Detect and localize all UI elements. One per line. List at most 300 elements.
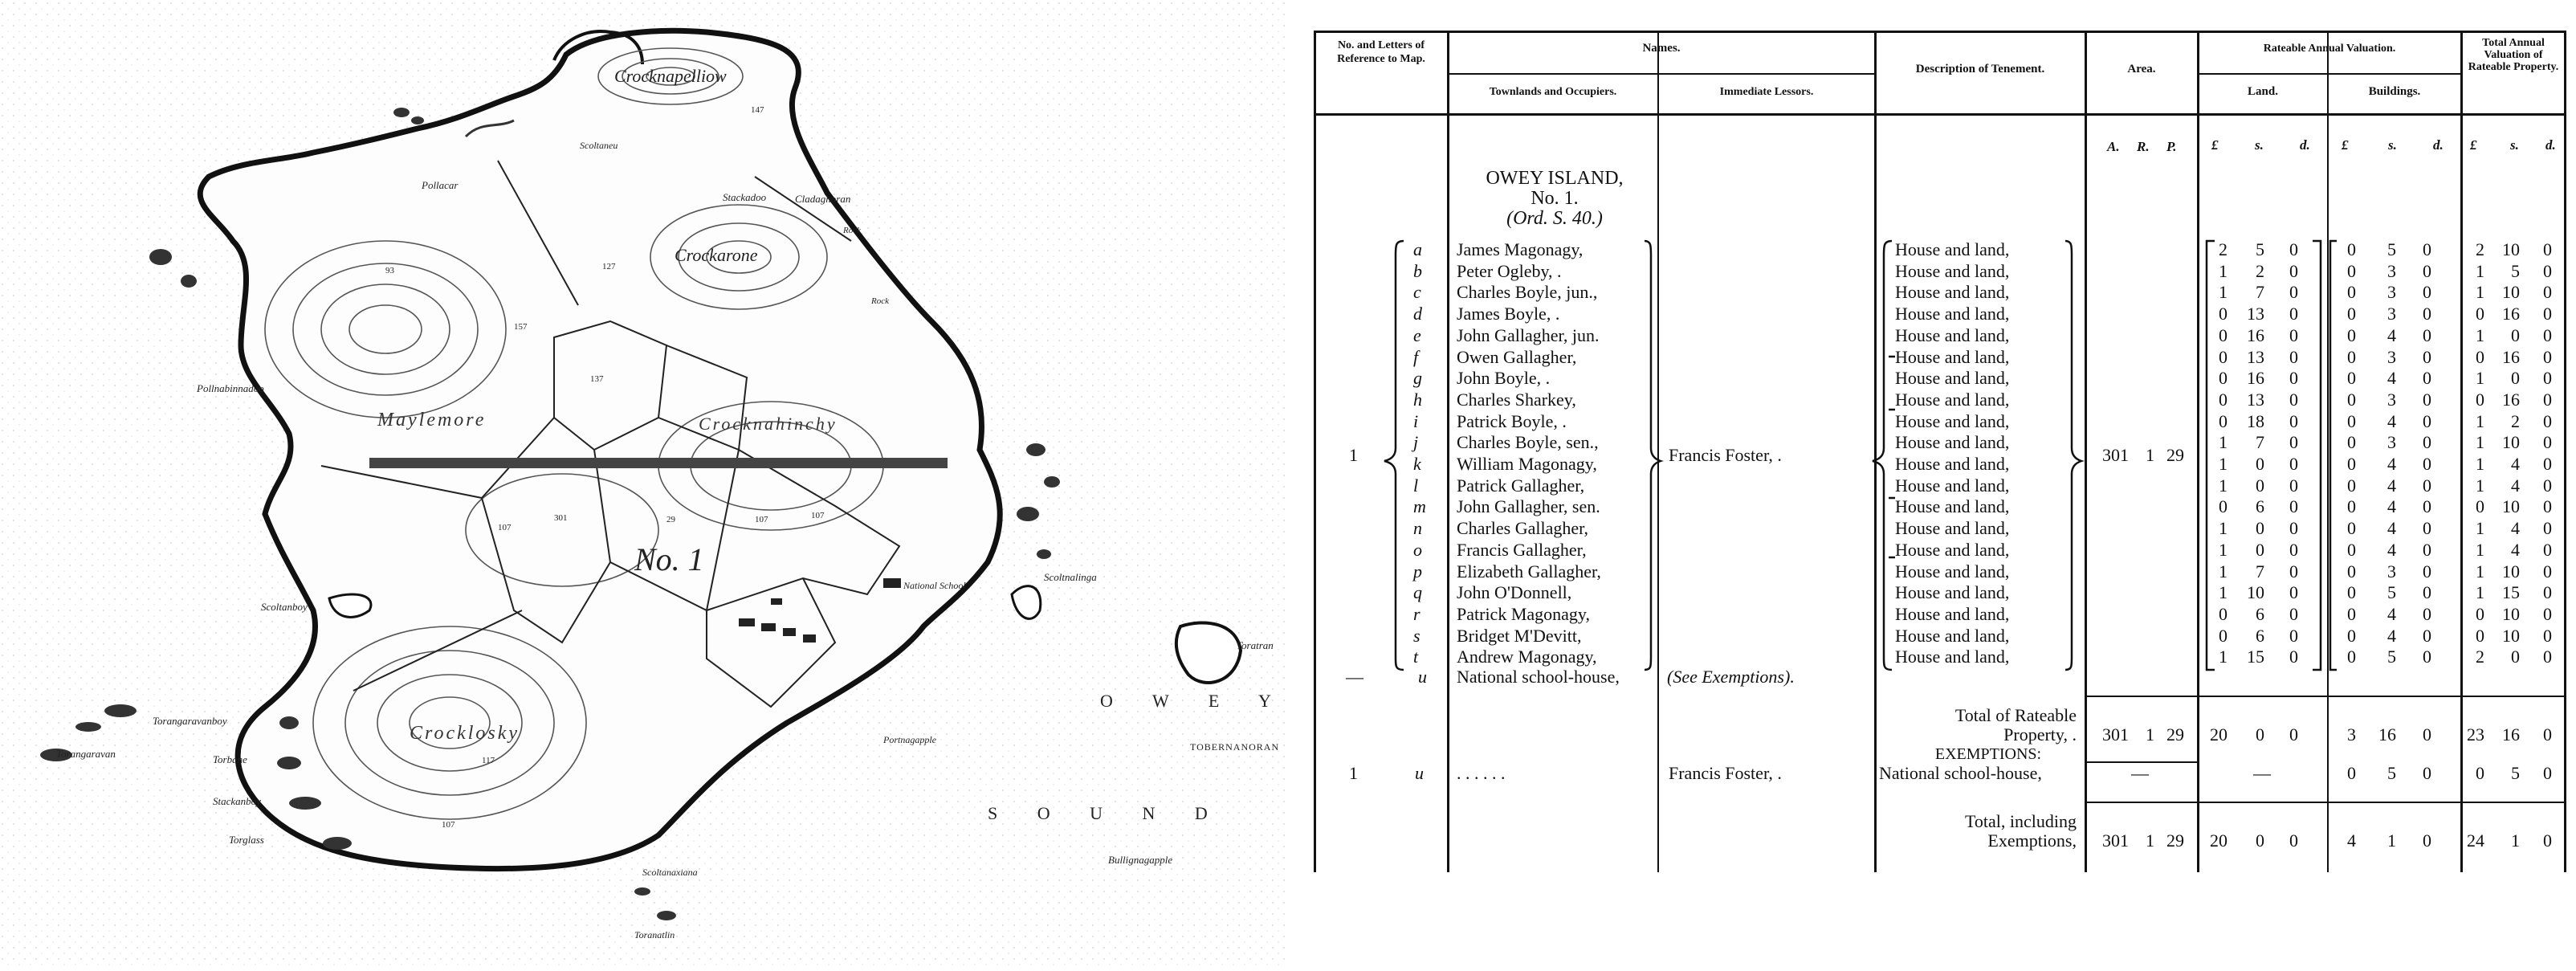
svg-text:301: 301 bbox=[554, 513, 568, 523]
row-letter: d bbox=[1413, 304, 1422, 324]
row-description: House and land, bbox=[1895, 496, 2010, 516]
row-total-value: 0 bbox=[2543, 368, 2552, 388]
row-buildings-value: 0 bbox=[2347, 282, 2356, 302]
map-label-scoltanboy: Scoltanboy bbox=[261, 601, 308, 613]
row-land-value: 1 bbox=[2219, 518, 2228, 538]
row-description: House and land, bbox=[1895, 518, 2010, 538]
row-total-value: 0 bbox=[2543, 411, 2552, 431]
header-names: Names. bbox=[1642, 42, 1681, 55]
row-description: House and land, bbox=[1895, 304, 2010, 324]
row-total-value: 0 bbox=[2476, 304, 2484, 324]
totals-label-2: Property, . bbox=[2003, 724, 2077, 745]
row-buildings-value: 4 bbox=[2387, 540, 2396, 560]
map-label-pollnabinnadoo: Pollnabinnadoo bbox=[197, 382, 264, 394]
row-buildings-value: 0 bbox=[2423, 282, 2431, 302]
section-title-ord: (Ord. S. 40.) bbox=[1506, 208, 1603, 229]
row-letter: s bbox=[1413, 626, 1420, 646]
row-total-value: 4 bbox=[2511, 454, 2520, 474]
map-label-torangaravan: Torangaravan bbox=[56, 748, 116, 760]
map-label-tobernanoran: TOBERNANORAN bbox=[1190, 741, 1280, 753]
map-label-toranatlin: Toranatlin bbox=[634, 929, 675, 940]
row-land-value: 1 bbox=[2219, 432, 2228, 452]
exemptions-tot-value: 0 bbox=[2476, 763, 2484, 783]
totals-area-a: 301 bbox=[2102, 724, 2129, 745]
header-lessors: Immediate Lessors. bbox=[1719, 86, 1814, 98]
row-occupier-name: Elizabeth Gallagher, bbox=[1457, 561, 1601, 581]
row-land-value: 0 bbox=[2256, 454, 2264, 474]
row-letter: r bbox=[1413, 604, 1420, 624]
row-total-value: 1 bbox=[2476, 261, 2484, 281]
row-buildings-value: 0 bbox=[2423, 261, 2431, 281]
row-description: House and land, bbox=[1895, 261, 2010, 281]
row-letter: m bbox=[1413, 496, 1426, 516]
row-buildings-value: 3 bbox=[2387, 261, 2396, 281]
row-land-value: 0 bbox=[2289, 518, 2298, 538]
map-label-scoltnalinga: Scoltnalinga bbox=[1044, 571, 1097, 583]
section-title-no: No. 1. bbox=[1531, 188, 1579, 209]
row-buildings-value: 0 bbox=[2347, 261, 2356, 281]
svg-text:107: 107 bbox=[755, 515, 768, 524]
row-occupier-name: Charles Gallagher, bbox=[1457, 518, 1589, 538]
row-buildings-value: 0 bbox=[2347, 368, 2356, 388]
row-land-value: 13 bbox=[2247, 390, 2264, 410]
row-occupier-name: James Magonagy, bbox=[1457, 239, 1584, 259]
row-buildings-value: 0 bbox=[2347, 604, 2356, 624]
row-buildings-value: 4 bbox=[2387, 411, 2396, 431]
division-line bbox=[369, 458, 948, 468]
row-land-value: 0 bbox=[2289, 604, 2298, 624]
row-occupier-name: John Gallagher, jun. bbox=[1457, 325, 1600, 345]
grand-total-land-value: 0 bbox=[2256, 830, 2264, 851]
row-buildings-value: 5 bbox=[2387, 582, 2396, 602]
totals-tot-value: 0 bbox=[2543, 724, 2552, 745]
row-land-value: 0 bbox=[2289, 561, 2298, 581]
header-rateable: Rateable Annual Valuation. bbox=[2263, 43, 2396, 55]
grand-total-bld-value: 0 bbox=[2423, 830, 2431, 851]
row-total-value: 0 bbox=[2543, 261, 2552, 281]
totals-land-value: 0 bbox=[2256, 724, 2264, 745]
row-land-value: 0 bbox=[2219, 626, 2228, 646]
row-buildings-value: 0 bbox=[2347, 626, 2356, 646]
row-buildings-value: 0 bbox=[2423, 304, 2431, 324]
row-letter: o bbox=[1413, 540, 1422, 560]
row-buildings-value: 5 bbox=[2387, 239, 2396, 259]
row-land-value: 0 bbox=[2219, 347, 2228, 367]
row-occupier-name: William Magonagy, bbox=[1457, 454, 1597, 474]
exemptions-tot-value: 0 bbox=[2543, 763, 2552, 783]
row-letter: e bbox=[1413, 325, 1421, 345]
header-area: Area. bbox=[2127, 63, 2156, 75]
grand-total-tot-value: 1 bbox=[2511, 830, 2520, 851]
svg-text:157: 157 bbox=[514, 322, 528, 332]
map-label-portnagapple: Portnagapple bbox=[883, 734, 936, 745]
row-total-value: 0 bbox=[2543, 582, 2552, 602]
grand-total-label-2: Exemptions, bbox=[1987, 830, 2077, 851]
map-label-crocklosky: Crocklosky bbox=[410, 723, 520, 744]
row-total-value: 0 bbox=[2543, 304, 2552, 324]
row-land-value: 0 bbox=[2219, 390, 2228, 410]
row-land-value: 0 bbox=[2256, 518, 2264, 538]
row-buildings-value: 0 bbox=[2347, 475, 2356, 496]
row-buildings-value: 3 bbox=[2387, 390, 2396, 410]
row-buildings-value: 0 bbox=[2423, 239, 2431, 259]
row-buildings-value: 0 bbox=[2423, 496, 2431, 516]
exemptions-desc: National school-house, bbox=[1879, 763, 2042, 783]
row-total-value: 1 bbox=[2476, 411, 2484, 431]
row-land-value: 0 bbox=[2289, 325, 2298, 345]
row-buildings-value: 0 bbox=[2347, 561, 2356, 581]
map-drawing bbox=[0, 0, 1285, 967]
row-land-value: 0 bbox=[2289, 347, 2298, 367]
row-buildings-value: 0 bbox=[2347, 582, 2356, 602]
row-total-value: 0 bbox=[2476, 496, 2484, 516]
row-buildings-value: 0 bbox=[2423, 432, 2431, 452]
map-label-torglass: Torglass bbox=[229, 834, 264, 846]
row-buildings-value: 0 bbox=[2347, 325, 2356, 345]
exemptions-bld-value: 0 bbox=[2347, 763, 2356, 783]
exemptions-land: — bbox=[2253, 763, 2271, 783]
row-land-value: 5 bbox=[2256, 239, 2264, 259]
row-occupier-name: Patrick Magonagy, bbox=[1457, 604, 1590, 624]
row-buildings-value: 0 bbox=[2347, 454, 2356, 474]
totals-area-r: 1 bbox=[2146, 724, 2154, 745]
row-description: House and land, bbox=[1895, 368, 2010, 388]
row-buildings-value: 0 bbox=[2423, 390, 2431, 410]
map-label-stackadoo: Stackadoo bbox=[723, 191, 767, 203]
row-occupier-name: Charles Boyle, sen., bbox=[1457, 432, 1599, 452]
row-buildings-value: 4 bbox=[2387, 475, 2396, 496]
row-land-value: 0 bbox=[2219, 411, 2228, 431]
row-land-value: 0 bbox=[2256, 540, 2264, 560]
row-total-value: 10 bbox=[2502, 282, 2520, 302]
row-buildings-value: 0 bbox=[2347, 304, 2356, 324]
row-buildings-value: 0 bbox=[2423, 647, 2431, 667]
school-row-letter: u bbox=[1418, 667, 1427, 687]
row-total-value: 0 bbox=[2543, 561, 2552, 581]
row-buildings-value: 4 bbox=[2387, 325, 2396, 345]
row-total-value: 0 bbox=[2543, 239, 2552, 259]
row-buildings-value: 5 bbox=[2387, 647, 2396, 667]
row-buildings-value: 0 bbox=[2347, 518, 2356, 538]
row-total-value: 10 bbox=[2502, 604, 2520, 624]
row-buildings-value: 4 bbox=[2387, 454, 2396, 474]
row-land-value: 0 bbox=[2289, 282, 2298, 302]
grand-total-tot-value: 0 bbox=[2543, 830, 2552, 851]
svg-text:117: 117 bbox=[482, 756, 495, 765]
row-total-value: 1 bbox=[2476, 432, 2484, 452]
row-land-value: 1 bbox=[2219, 540, 2228, 560]
row-buildings-value: 4 bbox=[2387, 496, 2396, 516]
map-label-torbane: Torbane bbox=[213, 753, 247, 765]
row-total-value: 0 bbox=[2543, 432, 2552, 452]
row-land-value: 0 bbox=[2289, 368, 2298, 388]
row-buildings-value: 0 bbox=[2347, 496, 2356, 516]
section-title-owey-island: OWEY ISLAND, bbox=[1486, 168, 1624, 189]
map-label-torangaravanboy: Torangaravanboy bbox=[153, 715, 227, 727]
row-occupier-name: Owen Gallagher, bbox=[1457, 347, 1577, 367]
exemptions-ref: 1 bbox=[1349, 763, 1358, 783]
row-total-value: 10 bbox=[2502, 239, 2520, 259]
row-description: House and land, bbox=[1895, 390, 2010, 410]
totals-bld-value: 0 bbox=[2423, 724, 2431, 745]
row-total-value: 10 bbox=[2502, 496, 2520, 516]
row-total-value: 0 bbox=[2476, 347, 2484, 367]
row-buildings-value: 3 bbox=[2387, 347, 2396, 367]
exemptions-letter: u bbox=[1415, 763, 1424, 783]
row-land-value: 0 bbox=[2289, 454, 2298, 474]
school-row-dash: — bbox=[1346, 667, 1363, 687]
row-total-value: 1 bbox=[2476, 561, 2484, 581]
row-land-value: 0 bbox=[2219, 496, 2228, 516]
row-total-value: 0 bbox=[2511, 325, 2520, 345]
totals-tot-value: 16 bbox=[2502, 724, 2520, 745]
exemptions-bld-value: 5 bbox=[2387, 763, 2396, 783]
row-land-value: 1 bbox=[2219, 647, 2228, 667]
row-land-value: 0 bbox=[2219, 604, 2228, 624]
exemptions-bld-value: 0 bbox=[2423, 763, 2431, 783]
row-occupier-name: Francis Gallagher, bbox=[1457, 540, 1587, 560]
school-row-lessor: (See Exemptions). bbox=[1667, 667, 1795, 687]
svg-text:127: 127 bbox=[602, 262, 616, 271]
grand-total-label-1: Total, including bbox=[1965, 811, 2077, 831]
row-occupier-name: John Gallagher, sen. bbox=[1457, 496, 1600, 516]
row-land-value: 1 bbox=[2219, 561, 2228, 581]
row-land-value: 18 bbox=[2247, 411, 2264, 431]
row-buildings-value: 0 bbox=[2423, 411, 2431, 431]
row-total-value: 0 bbox=[2543, 454, 2552, 474]
row-land-value: 0 bbox=[2289, 304, 2298, 324]
row-total-value: 10 bbox=[2502, 432, 2520, 452]
row-buildings-value: 0 bbox=[2347, 540, 2356, 560]
row-total-value: 0 bbox=[2543, 496, 2552, 516]
row-buildings-value: 0 bbox=[2423, 626, 2431, 646]
row-total-value: 2 bbox=[2476, 647, 2484, 667]
row-land-value: 7 bbox=[2256, 282, 2264, 302]
row-buildings-value: 0 bbox=[2423, 518, 2431, 538]
row-buildings-value: 0 bbox=[2347, 390, 2356, 410]
row-total-value: 1 bbox=[2476, 454, 2484, 474]
row-land-value: 0 bbox=[2219, 368, 2228, 388]
exemptions-lessor: Francis Foster, . bbox=[1669, 763, 1782, 783]
row-description: House and land, bbox=[1895, 347, 2010, 367]
row-occupier-name: Andrew Magonagy, bbox=[1457, 647, 1597, 667]
row-buildings-value: 0 bbox=[2423, 325, 2431, 345]
row-total-value: 1 bbox=[2476, 518, 2484, 538]
svg-text:147: 147 bbox=[751, 105, 764, 115]
totals-label-1: Total of Rateable bbox=[1954, 705, 2077, 725]
ref-number: 1 bbox=[1349, 445, 1358, 465]
row-total-value: 0 bbox=[2543, 347, 2552, 367]
row-land-value: 1 bbox=[2219, 261, 2228, 281]
row-land-value: 15 bbox=[2247, 647, 2264, 667]
school-row-name: National school-house, bbox=[1457, 667, 1620, 687]
row-land-value: 1 bbox=[2219, 454, 2228, 474]
row-description: House and land, bbox=[1895, 604, 2010, 624]
row-total-value: 16 bbox=[2502, 304, 2520, 324]
map-label-rock-1: Rock bbox=[843, 226, 861, 235]
svg-text:107: 107 bbox=[498, 523, 512, 532]
row-land-value: 1 bbox=[2219, 582, 2228, 602]
row-total-value: 0 bbox=[2543, 604, 2552, 624]
row-land-value: 0 bbox=[2289, 626, 2298, 646]
grand-total-bld-value: 4 bbox=[2347, 830, 2356, 851]
exemptions-area: — bbox=[2131, 763, 2149, 783]
row-buildings-value: 0 bbox=[2423, 454, 2431, 474]
grand-total-area-r: 1 bbox=[2146, 830, 2154, 851]
row-buildings-value: 0 bbox=[2423, 368, 2431, 388]
row-total-value: 0 bbox=[2476, 390, 2484, 410]
row-total-value: 16 bbox=[2502, 347, 2520, 367]
row-buildings-value: 0 bbox=[2423, 540, 2431, 560]
grand-total-land-value: 0 bbox=[2289, 830, 2298, 851]
svg-text:137: 137 bbox=[590, 374, 604, 384]
area-roods: 1 bbox=[2146, 445, 2154, 465]
grand-total-tot-value: 24 bbox=[2467, 830, 2484, 851]
row-land-value: 16 bbox=[2247, 325, 2264, 345]
row-total-value: 4 bbox=[2511, 475, 2520, 496]
row-land-value: 0 bbox=[2219, 304, 2228, 324]
row-letter: n bbox=[1413, 518, 1422, 538]
row-total-value: 10 bbox=[2502, 561, 2520, 581]
row-land-value: 7 bbox=[2256, 432, 2264, 452]
lessor-francis-foster: Francis Foster, . bbox=[1669, 445, 1782, 465]
row-total-value: 0 bbox=[2543, 390, 2552, 410]
row-letter: j bbox=[1413, 432, 1419, 452]
map-label-national-school: National School bbox=[903, 580, 966, 591]
row-land-value: 13 bbox=[2247, 347, 2264, 367]
row-buildings-value: 0 bbox=[2347, 432, 2356, 452]
row-total-value: 0 bbox=[2476, 626, 2484, 646]
map-label-maylemore: Maylemore bbox=[377, 410, 487, 430]
row-description: House and land, bbox=[1895, 239, 2010, 259]
svg-text:107: 107 bbox=[811, 511, 825, 520]
row-description: House and land, bbox=[1895, 411, 2010, 431]
row-total-value: 1 bbox=[2476, 368, 2484, 388]
row-description: House and land, bbox=[1895, 325, 2010, 345]
row-occupier-name: Charles Boyle, jun., bbox=[1457, 282, 1598, 302]
row-land-value: 0 bbox=[2219, 325, 2228, 345]
row-land-value: 13 bbox=[2247, 304, 2264, 324]
row-buildings-value: 0 bbox=[2423, 582, 2431, 602]
row-total-value: 1 bbox=[2476, 540, 2484, 560]
row-land-value: 0 bbox=[2256, 475, 2264, 496]
row-letter: l bbox=[1413, 475, 1419, 496]
row-letter: b bbox=[1413, 261, 1422, 281]
grand-total-land-value: 20 bbox=[2210, 830, 2228, 851]
totals-area-p: 29 bbox=[2166, 724, 2184, 745]
row-total-value: 0 bbox=[2543, 647, 2552, 667]
row-buildings-value: 0 bbox=[2423, 561, 2431, 581]
grand-total-bld-value: 1 bbox=[2387, 830, 2396, 851]
row-letter: k bbox=[1413, 454, 1421, 474]
header-buildings: Buildings. bbox=[2368, 85, 2421, 98]
valuation-table: No. and Letters of Reference to Map. Names. Townlands and Occupiers. Immediate Lessors. Description of Tenement. Area. Rateable Annual Valuation. Land. Buildings. Total Annual Valuation of Rateable Property. A. R. P. £ s. d. £ s. d. £ s. d. OWEY ISLAND, No. 1. (Ord. S. 40.) a James Magonagy, House and land, 2 5 0 0 5 0 2 10 0 b Peter Ogleby, . House and land, 1 2 0 0 3 0 1 5 0 c Charles Boyle, jun., House and land, 1 7 0 0 3 0 1 10 0 d James Boyle, . House and land, 0 13 0 0 3 0 0 16 0 e John Gallagher, jun. House and land, 0 16 0 0 4 0 1 0 0 f Owen Gallagher, House and land, 0 13 0 0 3 0 0 16 0 g John Boyle, . House and land, 0 16 0 0 4 0 1 0 0 h Charles Sharkey, House and land, 0 13 0 0 3 0 0 16 0 i Patrick Boyle, . House and land, 0 18 0 0 4 0 1 2 0 j Charles Boyle, sen., House and land, 1 7 0 0 3 0 1 10 0 k William Magonagy, House and land, 1 0 0 0 4 0 1 4 0 l Patrick Gallagher, House and land, 1 0 0 0 4 0 1 4 0 m John Gallagher, sen. House and land, 0 6 0 0 4 0 0 10 0 n Charles Gallagher, House and land, 1 0 0 0 4 0 1 4 0 o Francis Gallagher, House and land, 1 0 0 0 4 0 1 4 0 p Elizabeth Gallagher, House and land, 1 7 0 0 3 0 1 10 0 q John O'Donnell, House and land, 1 10 0 0 5 0 1 15 0 r Patrick Magonagy, House and land, 0 6 0 0 4 0 0 10 0 s Bridget M'Devitt, House and land, 0 6 0 0 4 0 0 10 0 t Andrew Magonagy, House and land, 1 15 0 0 5 0 2 0 0 1 Francis Foster, . 301 1 29 — u National school-house, (See Exemptions). Total of Rateable Property, . 301 1 29 20 0 0 3 16 0 23 16 0 EXEMPTIONS: 1 u . . . . . . Francis Foster, . National school-house, — — 0 5 0 0 5 0 Total, including Exemptions, 301 1 29 20 0 0 4 1 0 24 1 0 bbox=[1314, 31, 2566, 872]
row-occupier-name: Charles Sharkey, bbox=[1457, 390, 1576, 410]
row-total-value: 0 bbox=[2511, 647, 2520, 667]
row-total-value: 1 bbox=[2476, 325, 2484, 345]
row-letter: q bbox=[1413, 582, 1422, 602]
row-buildings-value: 0 bbox=[2423, 604, 2431, 624]
row-land-value: 16 bbox=[2247, 368, 2264, 388]
row-total-value: 0 bbox=[2543, 282, 2552, 302]
row-letter: c bbox=[1413, 282, 1421, 302]
row-land-value: 0 bbox=[2289, 475, 2298, 496]
row-description: House and land, bbox=[1895, 647, 2010, 667]
row-letter: f bbox=[1413, 347, 1419, 367]
map-label-owey: O W E Y bbox=[1100, 691, 1285, 711]
row-total-value: 2 bbox=[2511, 411, 2520, 431]
row-total-value: 10 bbox=[2502, 626, 2520, 646]
row-buildings-value: 0 bbox=[2347, 239, 2356, 259]
row-buildings-value: 0 bbox=[2423, 475, 2431, 496]
map-plot-number: No. 1 bbox=[634, 541, 704, 577]
row-land-value: 2 bbox=[2256, 261, 2264, 281]
row-buildings-value: 0 bbox=[2347, 647, 2356, 667]
row-occupier-name: James Boyle, . bbox=[1457, 304, 1560, 324]
row-land-value: 0 bbox=[2289, 411, 2298, 431]
exemptions-tot-value: 5 bbox=[2511, 763, 2520, 783]
row-total-value: 2 bbox=[2476, 239, 2484, 259]
row-letter: h bbox=[1413, 390, 1422, 410]
totals-tot-value: 23 bbox=[2467, 724, 2484, 745]
row-description: House and land, bbox=[1895, 454, 2010, 474]
row-buildings-value: 0 bbox=[2423, 347, 2431, 367]
row-total-value: 0 bbox=[2543, 475, 2552, 496]
row-description: House and land, bbox=[1895, 475, 2010, 496]
svg-text:29: 29 bbox=[666, 515, 675, 524]
area-perches: 29 bbox=[2166, 445, 2184, 465]
row-buildings-value: 3 bbox=[2387, 282, 2396, 302]
header-ref: No. and Letters of Reference to Map. bbox=[1337, 39, 1425, 65]
row-buildings-value: 0 bbox=[2347, 347, 2356, 367]
row-occupier-name: John Boyle, . bbox=[1457, 368, 1551, 388]
row-land-value: 7 bbox=[2256, 561, 2264, 581]
row-buildings-value: 3 bbox=[2387, 432, 2396, 452]
row-description: House and land, bbox=[1895, 282, 2010, 302]
row-land-value: 0 bbox=[2289, 432, 2298, 452]
row-buildings-value: 0 bbox=[2347, 411, 2356, 431]
row-occupier-name: John O'Donnell, bbox=[1457, 582, 1572, 602]
map-label-toratran: Toratran bbox=[1237, 639, 1274, 651]
row-buildings-value: 4 bbox=[2387, 368, 2396, 388]
row-total-value: 4 bbox=[2511, 540, 2520, 560]
row-description: House and land, bbox=[1895, 561, 2010, 581]
row-total-value: 0 bbox=[2543, 325, 2552, 345]
row-buildings-value: 4 bbox=[2387, 604, 2396, 624]
grand-total-area-a: 301 bbox=[2102, 830, 2129, 851]
row-letter: a bbox=[1413, 239, 1422, 259]
row-description: House and land, bbox=[1895, 626, 2010, 646]
row-buildings-value: 3 bbox=[2387, 561, 2396, 581]
row-occupier-name: Bridget M'Devitt, bbox=[1457, 626, 1582, 646]
row-buildings-value: 3 bbox=[2387, 304, 2396, 324]
row-land-value: 1 bbox=[2219, 282, 2228, 302]
row-total-value: 1 bbox=[2476, 582, 2484, 602]
exemptions-dots: . . . . . . bbox=[1457, 763, 1506, 783]
row-land-value: 0 bbox=[2289, 540, 2298, 560]
row-occupier-name: Peter Ogleby, . bbox=[1457, 261, 1562, 281]
row-total-value: 1 bbox=[2476, 282, 2484, 302]
row-land-value: 0 bbox=[2289, 239, 2298, 259]
map-label-crocknapellion: Crocknapelliow bbox=[614, 66, 727, 86]
row-land-value: 2 bbox=[2219, 239, 2228, 259]
row-land-value: 0 bbox=[2289, 261, 2298, 281]
area-acres: 301 bbox=[2102, 445, 2129, 465]
map-label-rock-2: Rock bbox=[871, 296, 889, 306]
grand-total-area-p: 29 bbox=[2166, 830, 2184, 851]
map-label-pollacar: Pollacar bbox=[422, 179, 459, 191]
map-label-scoltanaxiana: Scoltanaxiana bbox=[642, 867, 698, 878]
